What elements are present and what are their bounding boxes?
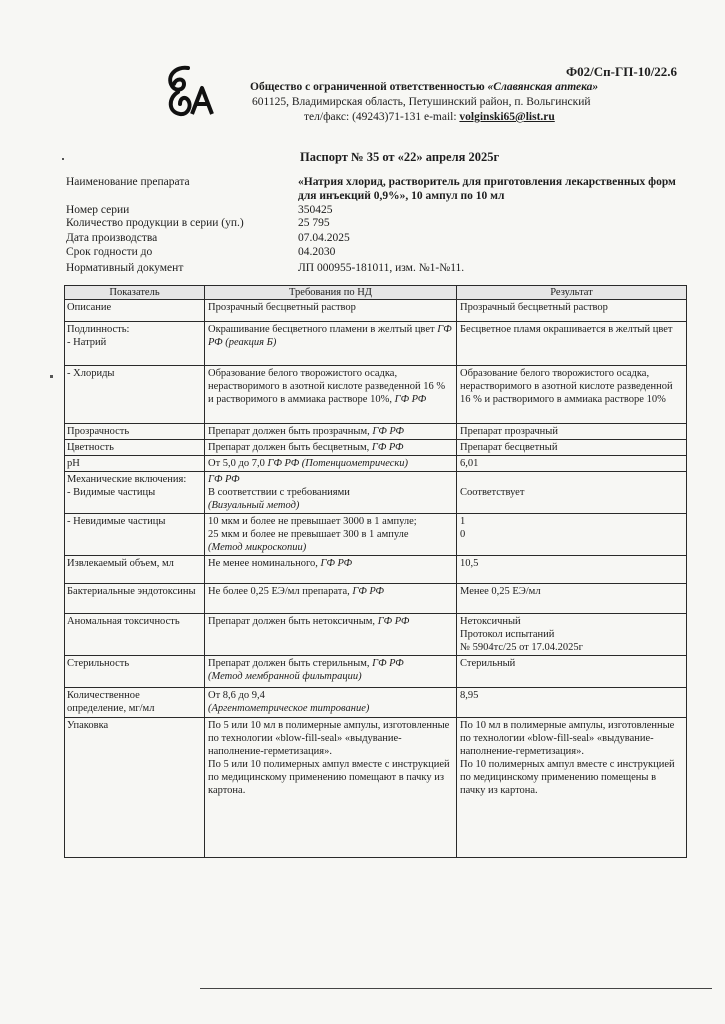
org-phone: тел/факс: (49243)71-131 e-mail: (304, 111, 457, 123)
param-cell: Аномальная токсичность (65, 614, 205, 656)
table-row (65, 614, 687, 656)
info-value: 25 795 (298, 217, 330, 229)
requirement-method: (Метод мембранной фильтрации) (208, 671, 362, 682)
info-value: 07.04.2025 (298, 232, 350, 244)
info-label: Номер серии (66, 204, 130, 216)
param-cell: Механические включения: - Видимые частицы (65, 472, 205, 514)
organization-header (250, 80, 610, 125)
requirement-cell (205, 322, 457, 366)
column-header: Требования по НД (205, 286, 457, 300)
param-cell: - Хлориды (65, 366, 205, 424)
info-value-product: «Натрия хлорид, растворитель для приготовления лекарственных форм для инъекций 0,9%», 10 ампул по 10 мл (298, 176, 676, 202)
table-row (65, 688, 687, 718)
specification-table (64, 285, 687, 858)
requirement-note: ГФ РФ (372, 426, 404, 437)
org-name-prefix: Общество с ограниченной ответственностью (250, 81, 485, 93)
param-cell: Описание (65, 300, 205, 322)
requirement-cell (205, 584, 457, 614)
requirement-text: Препарат должен быть нетоксичным, (208, 616, 376, 627)
param-cell: Подлинность: - Натрий (65, 322, 205, 366)
result-cell: Образование белого творожистого осадка, нерастворимого в азотной кислоте разведенной 16 % и растворимого в аммиака растворе 10% (457, 366, 687, 424)
requirement-cell (205, 472, 457, 514)
requirement-text: Не более 0,25 ЕЭ/мл препарата, (208, 586, 350, 597)
requirement-note: ГФ РФ (208, 474, 240, 485)
requirement-cell: По 5 или 10 мл в полимерные ампулы, изготовленные по технологии «blow-fill-seal» «выдувание-наполнение-герметизация». По 5 или 10 полимерных ампул вместе с инструкцией по медицинскому применению помещают в пачку из картона. (205, 718, 457, 858)
requirement-cell (205, 614, 457, 656)
requirement-cell (205, 556, 457, 584)
requirement-text: Не менее номинального, (208, 558, 318, 569)
requirement-text: Препарат должен быть стерильным, (208, 658, 370, 669)
result-cell: По 10 мл в полимерные ампулы, изготовленные по технологии «blow-fill-seal» «выдувание-наполнение-герметизация». По 10 полимерных ампул вместе с инструкцией по медицинскому применению помещены в пачку из картона. (457, 718, 687, 858)
param-cell: Бактериальные эндотоксины (65, 584, 205, 614)
param-cell: - Невидимые частицы (65, 514, 205, 556)
table-header-row (65, 286, 687, 300)
requirement-text: В соответствии с требованиями (208, 487, 350, 498)
requirement-text: От 5,0 до 7,0 (208, 458, 265, 469)
requirement-note: ГФ РФ (372, 658, 404, 669)
passport-title: Паспорт № 35 от «22» апреля 2025г (300, 150, 500, 164)
result-cell: 8,95 (457, 688, 687, 718)
column-header: Результат (457, 286, 687, 300)
table-row (65, 424, 687, 440)
table-row (65, 440, 687, 456)
result-cell: 1 0 (457, 514, 687, 556)
requirement-cell (205, 514, 457, 556)
info-label: Дата производства (66, 232, 158, 244)
org-email: volginski65@list.ru (459, 111, 555, 123)
requirement-cell (205, 300, 457, 322)
table-row (65, 584, 687, 614)
table-row (65, 718, 687, 858)
requirement-text: Препарат должен быть бесцветным, (208, 442, 370, 453)
requirement-cell (205, 440, 457, 456)
param-cell: Прозрачность (65, 424, 205, 440)
result-cell: Препарат прозрачный (457, 424, 687, 440)
info-label: Нормативный документ (66, 262, 184, 274)
result-cell: Менее 0,25 ЕЭ/мл (457, 584, 687, 614)
info-value: ЛП 000955-181011, изм. №1-№11. (298, 262, 465, 274)
requirement-cell (205, 424, 457, 440)
requirement-note: ГФ РФ (394, 394, 427, 405)
requirement-text: Окрашивание бесцветного пламени в желтый цвет (208, 324, 435, 335)
bottom-rule (200, 988, 712, 989)
result-cell: Стерильный (457, 656, 687, 688)
company-logo (158, 62, 218, 122)
info-label: Количество продукции в серии (уп.) (66, 217, 244, 229)
requirement-cell (205, 366, 457, 424)
table-row (65, 472, 687, 514)
table-row (65, 456, 687, 472)
info-value: 350425 (298, 204, 333, 216)
table-row (65, 300, 687, 322)
result-cell: 6,01 (457, 456, 687, 472)
table-row (65, 556, 687, 584)
param-cell: Цветность (65, 440, 205, 456)
param-cell: Упаковка (65, 718, 205, 858)
requirement-text: 10 мкм и более не превышает 3000 в 1 ампуле; 25 мкм и более не превышает 300 в 1 ампуле (208, 516, 417, 540)
result-cell: Нетоксичный Протокол испытаний № 5904тс/25 от 17.04.2025г (457, 614, 687, 656)
result-cell: Соответствует (457, 472, 687, 514)
requirement-cell (205, 688, 457, 718)
param-cell: Извлекаемый объем, мл (65, 556, 205, 584)
requirement-method: (Аргентометрическое титрование) (208, 703, 370, 714)
requirement-method: (Визуальный метод) (208, 500, 300, 511)
requirement-text: От 8,6 до 9,4 (208, 690, 265, 701)
table-row (65, 514, 687, 556)
document-code: Ф02/Сп-ГП-10/22.6 (566, 64, 678, 79)
info-label: Срок годности до (66, 246, 153, 258)
requirement-note: ГФ РФ (377, 616, 410, 627)
param-cell: Количественное определение, мг/мл (65, 688, 205, 718)
requirement-text: Прозрачный бесцветный раствор (208, 302, 356, 313)
requirement-note: ГФ РФ (371, 442, 404, 453)
org-name: «Славянская аптека» (487, 81, 599, 93)
requirement-note: ГФ РФ (Потенциометрически) (267, 458, 409, 469)
requirement-note: ГФ РФ (320, 558, 353, 569)
result-cell: Прозрачный бесцветный раствор (457, 300, 687, 322)
result-cell: 10,5 (457, 556, 687, 584)
info-label: Наименование препарата (66, 176, 190, 188)
requirement-cell (205, 456, 457, 472)
info-value: 04.2030 (298, 246, 336, 258)
result-cell: Препарат бесцветный (457, 440, 687, 456)
table-row (65, 322, 687, 366)
requirement-method: (Метод микроскопии) (208, 542, 307, 553)
requirement-note: ГФ РФ (реакция Б) (208, 324, 452, 348)
table-row (65, 366, 687, 424)
org-address: 601125, Владимирская область, Петушинский район, п. Вольгинский (252, 96, 591, 108)
scan-dot (62, 158, 64, 160)
table-row (65, 656, 687, 688)
param-cell: Стерильность (65, 656, 205, 688)
column-header: Показатель (65, 286, 205, 300)
requirement-note: ГФ РФ (352, 586, 384, 597)
scan-dot (50, 375, 53, 378)
result-cell: Бесцветное пламя окрашивается в желтый цвет (457, 322, 687, 366)
param-cell: pH (65, 456, 205, 472)
requirement-cell (205, 656, 457, 688)
requirement-text: Образование белого творожистого осадка, нерастворимого в азотной кислоте разведенной 16 % и растворимого в аммиака растворе 10%, (208, 368, 446, 405)
requirement-text: Препарат должен быть прозрачным, (208, 426, 370, 437)
